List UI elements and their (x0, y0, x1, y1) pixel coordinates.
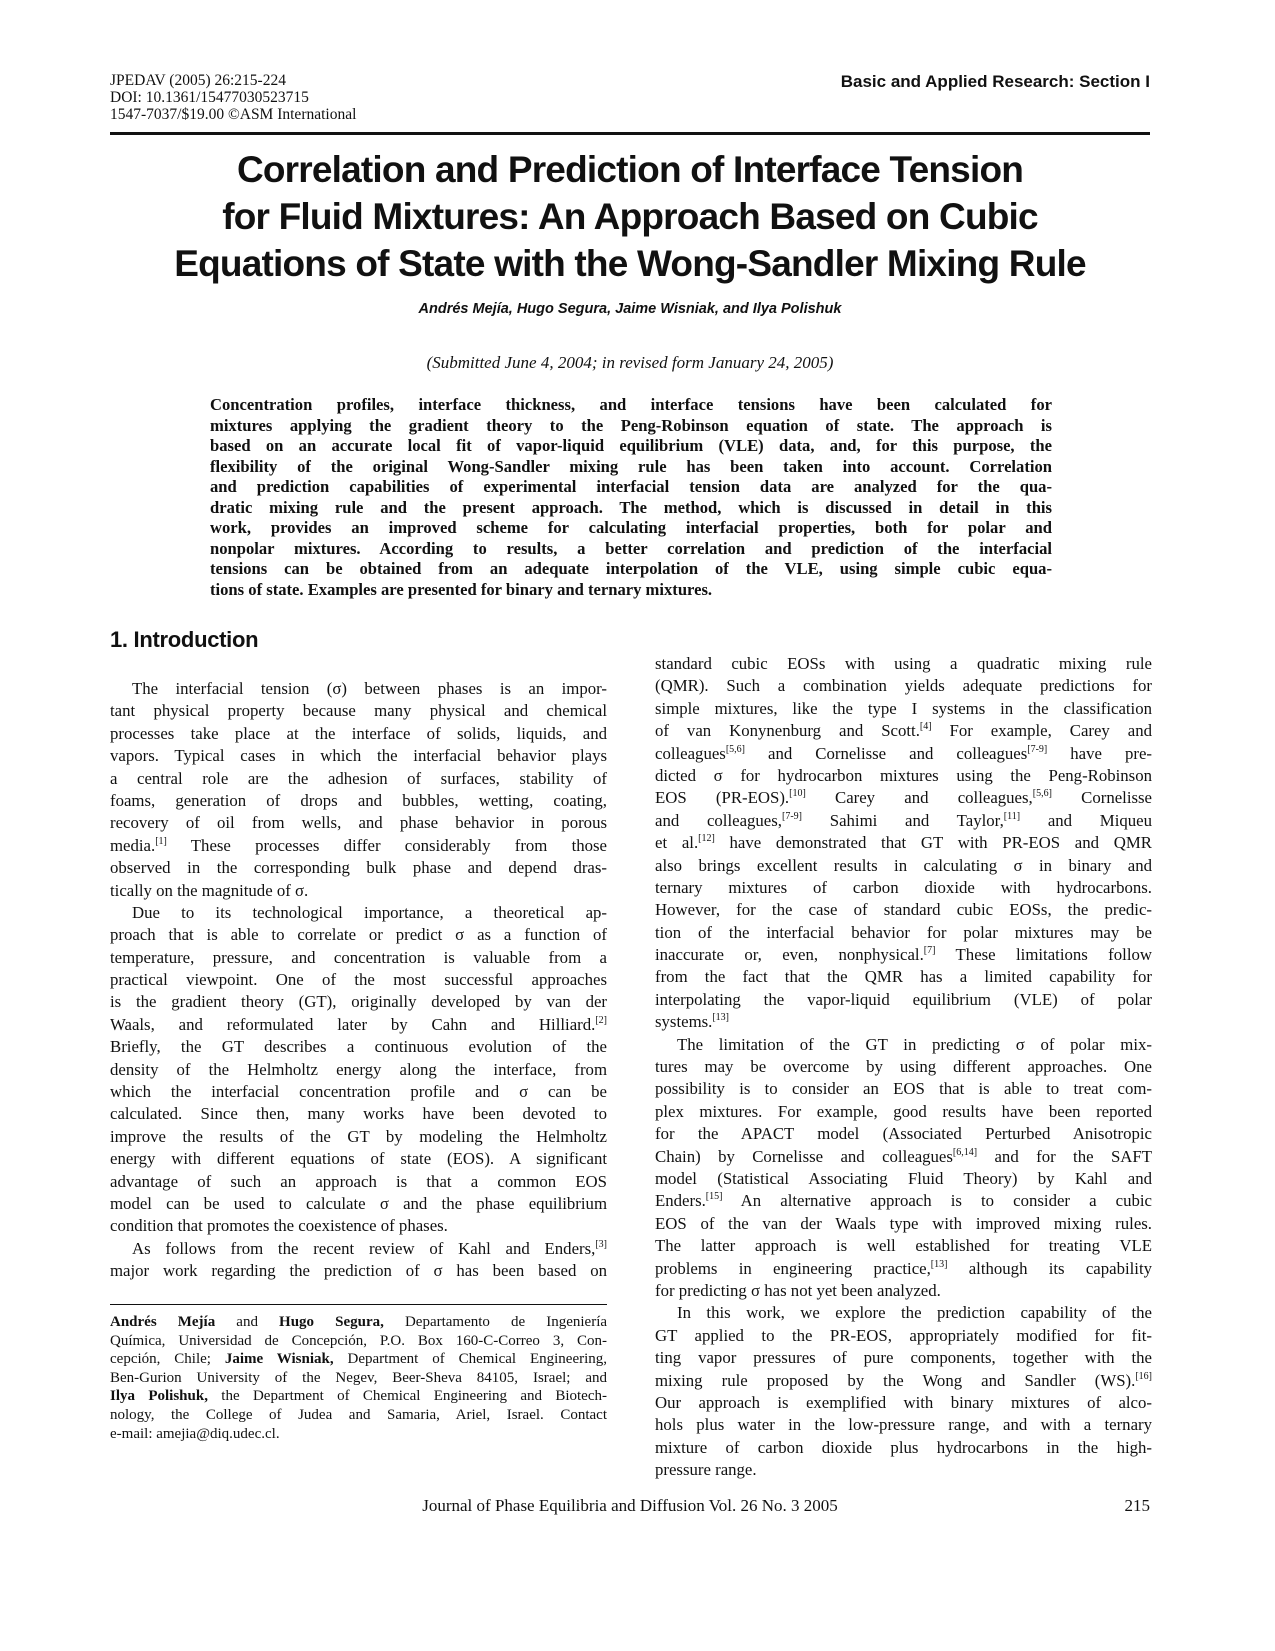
citation-ref: [5,6] (1032, 788, 1052, 800)
text-fragment: have demonstrated that GT with PR-EOS and QMR (729, 833, 1152, 853)
text-fragment: These processes differ considerably from those (190, 835, 607, 855)
abstract (210, 395, 1052, 600)
author-name: Hugo Segura, (279, 1314, 384, 1330)
text-fragment: of van Konynenburg and Scott. (655, 721, 920, 741)
journal-name: Journal of Phase Equilibria and Diffusion Vol. 26 No. 3 2005 (422, 1496, 838, 1515)
text-line: calculated. Since then, many works have been devoted to (110, 1104, 607, 1124)
text-fragment: Departamento de Ingeniería (404, 1314, 608, 1330)
text-fragment: As follows from the recent review of Kahl and Enders, (132, 1238, 596, 1258)
text-line: for predicting σ has not yet been analyzed. (655, 1280, 941, 1300)
text-fragment: For example, Carey and (949, 721, 1152, 741)
header-rule (110, 132, 1150, 135)
paragraph (655, 1034, 1152, 1303)
abstract-line: mixtures applying the gradient theory to the Peng-Robinson equation of state. The approach is (210, 415, 1052, 435)
text-line: Our approach is exemplified with binary mixtures of alco- (655, 1392, 1152, 1412)
right-column (655, 653, 1152, 1481)
text-line (655, 1370, 1152, 1392)
citation-ref: [5,6] (725, 743, 745, 755)
text-line: Briefly, the GT describes a continuous evolution of the (110, 1037, 607, 1057)
citation-ref: [7-9] (781, 810, 802, 822)
text-line: However, for the case of standard cubic EOSs, the predic- (655, 900, 1152, 920)
authors: Andrés Mejía, Hugo Segura, Jaime Wisniak, and Ilya Polishuk (418, 301, 842, 317)
text-line: hols plus water in the low-pressure range, and with a ternary (655, 1415, 1152, 1435)
text-fragment: Cornelisse (1081, 788, 1152, 808)
text-fragment: cepción, Chile; (110, 1351, 211, 1368)
citation-ref: [15] (705, 1191, 723, 1203)
text-line: pressure range. (655, 1460, 757, 1480)
left-column (110, 678, 607, 1283)
abstract-line: flexibility of the original Wong-Sandler mixing rule has been taken into account. Correlation (210, 456, 1052, 476)
text-fragment: problems in engineering practice, (655, 1258, 931, 1278)
text-line: improve the results of the GT by modeling the Helmholtz (110, 1126, 607, 1146)
author-name: Jaime Wisniak, (224, 1351, 334, 1368)
text-line: dicted σ for hydrocarbon mixtures using the Peng-Robinson (655, 765, 1152, 785)
text-line: The interfacial tension (σ) between phases is an impor- (132, 679, 607, 698)
abstract-line: work, provides an improved scheme for calculating interfacial properties, both for polar and (210, 518, 1052, 537)
text-line: interpolating the vapor-liquid equilibrium (VLE) of polar (655, 989, 1152, 1009)
text-line: advantage of such an approach is that a common EOS (110, 1171, 607, 1191)
text-fragment: Waals, and reformulated later by Cahn and Hilliard. (110, 1014, 596, 1034)
text-fragment: have pre- (1070, 743, 1152, 763)
author-name: Andrés Mejía (110, 1314, 216, 1330)
abstract-line: dratic mixing rule and the present approach. The method, which is discussed in detail in this (210, 497, 1052, 517)
citation-ref: [12] (698, 833, 715, 845)
text-line: possibility is to consider an EOS that is able to treat com- (655, 1079, 1152, 1099)
section-heading: 1. Introduction (110, 627, 259, 652)
citation-ref: [1] (155, 835, 167, 847)
text-line: (QMR). Such a combination yields adequate predictions for (655, 676, 1152, 696)
text-line (655, 810, 1152, 832)
text-fragment: An alternative approach is to consider a cubic (740, 1191, 1152, 1211)
text-line: The latter approach is well established for treating VLE (655, 1236, 1152, 1256)
text-fragment: Chain) by Cornelisse and colleagues (655, 1146, 953, 1166)
text-fragment: systems. (655, 1012, 713, 1032)
text-fragment: and for the SAFT (994, 1146, 1152, 1166)
text-line: simple mixtures, like the type I systems in the classification (655, 698, 1152, 718)
paragraph (110, 902, 607, 1238)
citation-block (110, 72, 356, 123)
text-fragment: et al. (655, 833, 699, 853)
doi: DOI: 10.1361/15477030523715 (110, 89, 309, 106)
text-line: from the fact that the QMR has a limited capability for (655, 967, 1152, 987)
title-line: Correlation and Prediction of Interface Tension (236, 149, 1024, 190)
section-label: Basic and Applied Research: Section I (840, 72, 1150, 91)
text-line: tant physical property because many physical and chemical (110, 701, 607, 721)
text-fragment: and Cornelisse and colleagues (768, 743, 1028, 763)
submission-dates: (Submitted June 4, 2004; in revised form January 24, 2005) (426, 353, 834, 372)
text-line: The limitation of the GT in predicting σ of polar mix- (677, 1034, 1152, 1054)
citation-ref: [6,14] (952, 1146, 978, 1158)
citation-ref: [4] (919, 721, 932, 733)
text-line: model can be used to calculate σ and the phase equilibrium (110, 1193, 607, 1213)
citation-ref: [13] (930, 1258, 948, 1270)
issn: 1547-7037/$19.00 ©ASM International (110, 106, 357, 123)
text-fragment: inaccurate or, even, nonphysical. (655, 945, 924, 965)
page-number: 215 (1124, 1496, 1150, 1515)
text-fragment: These limitations follow (955, 945, 1152, 965)
text-fragment: Sahimi and Taylor, (829, 810, 1004, 830)
paragraph (655, 1302, 1152, 1481)
author-affiliations (110, 1313, 607, 1443)
citation: JPEDAV (2005) 26:215-224 (110, 72, 286, 89)
text-line (110, 1350, 607, 1369)
citation-ref: [16] (1135, 1370, 1152, 1382)
text-line: Química, Universidad de Concepción, P.O. Box 160-C-Correo 3, Con- (110, 1332, 607, 1349)
text-fragment: and Miqueu (1047, 810, 1152, 830)
text-line (655, 1146, 1152, 1168)
paragraph (110, 678, 607, 902)
text-line: foams, generation of drops and bubbles, wetting, coating, (110, 790, 607, 810)
text-line: nology, the College of Judea and Samaria, Ariel, Israel. Contact (110, 1406, 607, 1423)
article-title (110, 146, 1150, 287)
text-line (655, 832, 1152, 854)
citation-ref: [11] (1003, 810, 1021, 822)
author-name: Ilya Polishuk, (110, 1388, 208, 1405)
abstract-line: based on an accurate local fit of vapor-liquid equilibrium (VLE) data, and, for this purpose, the (210, 436, 1052, 455)
abstract-line: Concentration profiles, interface thickness, and interface tensions have been calculated for (210, 395, 1052, 414)
text-fragment: EOS (PR-EOS). (655, 788, 790, 808)
text-fragment: mixing rule proposed by the Wong and Sandler (WS). (655, 1370, 1136, 1390)
citation-ref: [3] (595, 1238, 607, 1250)
text-line: practical viewpoint. One of the most successful approaches (110, 970, 607, 990)
text-line: EOS of the van der Waals type with improved mixing rules. (655, 1213, 1152, 1233)
text-fragment: Enders. (655, 1191, 706, 1211)
abstract-line: nonpolar mixtures. According to results, a better correlation and prediction of the interfacial (210, 538, 1052, 558)
text-line: for the APACT model (Associated Perturbed Anisotropic (655, 1124, 1152, 1144)
paragraph (655, 653, 1152, 1034)
text-line: ting vapor pressures of pure components, together with the (655, 1348, 1152, 1368)
text-line: ternary mixtures of carbon dioxide with hydrocarbons. (655, 877, 1152, 897)
text-line: condition that promotes the coexistence of phases. (110, 1216, 448, 1236)
text-line: is the gradient theory (GT), originally developed by van der (110, 992, 607, 1012)
citation-ref: [7-9] (1027, 743, 1048, 755)
text-line: observed in the corresponding bulk phase and depend dras- (110, 858, 607, 878)
text-line (655, 1258, 1152, 1280)
text-line: plex mixtures. For example, good results have been reported (655, 1101, 1152, 1121)
title-line: Equations of State with the Wong-Sandler Mixing Rule (174, 243, 1086, 284)
abstract-line: tions of state. Examples are presented for binary and ternary mixtures. (210, 579, 713, 599)
text-line: proach that is able to correlate or predict σ as a function of (110, 925, 607, 945)
text-line: recovery of oil from wells, and phase behavior in porous (110, 813, 607, 833)
paragraph (110, 1238, 607, 1283)
text-line: standard cubic EOSs with using a quadratic mixing rule (655, 654, 1152, 673)
text-fragment: although its capability (968, 1258, 1152, 1278)
text-fragment: and colleagues, (655, 810, 782, 830)
text-line (110, 1313, 607, 1332)
text-line: model (Statistical Associating Fluid Theory) by Kahl and (655, 1168, 1152, 1188)
text-fragment: Department of Chemical Engineering, (347, 1351, 608, 1368)
text-fragment: the Department of Chemical Engineering and Biotech- (221, 1388, 607, 1405)
title-line: for Fluid Mixtures: An Approach Based on Cubic (222, 196, 1038, 237)
text-line: energy with different equations of state (EOS). A significant (110, 1149, 607, 1169)
text-line (110, 1014, 607, 1036)
text-line: Ben-Gurion University of the Negev, Beer-Sheva 84105, Israel; and (110, 1369, 607, 1386)
text-line: tures may be overcome by using different approaches. One (655, 1057, 1152, 1077)
text-line: In this work, we explore the prediction capability of the (677, 1303, 1152, 1323)
text-line: tion of the interfacial behavior for polar mixtures may be (655, 922, 1152, 942)
text-line: mixture of carbon dioxide plus hydrocarbons in the high- (655, 1437, 1152, 1457)
text-fragment: and (236, 1314, 258, 1330)
text-line: tically on the magnitude of σ. (110, 880, 309, 900)
text-line (655, 787, 1152, 809)
text-line: also brings excellent results in calculating σ in binary and (655, 855, 1152, 875)
text-line (110, 835, 607, 857)
text-line: density of the Helmholtz energy along the interface, from (110, 1059, 607, 1079)
text-line: GT applied to the PR-EOS, appropriately modified for fit- (655, 1325, 1152, 1345)
abstract-line: and prediction capabilities of experimental interfacial tension data are analyzed for the qua- (210, 477, 1052, 496)
text-line: a central role are the adhesion of surfaces, stability of (110, 768, 607, 788)
text-line (110, 1387, 607, 1406)
text-line (655, 1011, 1152, 1033)
text-line: vapors. Typical cases in which the interfacial behavior plays (110, 746, 607, 766)
text-line: e-mail: amejia@diq.udec.cl. (110, 1425, 280, 1442)
text-fragment: Carey and colleagues, (835, 788, 1033, 808)
text-fragment: colleagues (655, 743, 726, 763)
text-line (655, 1190, 1152, 1212)
text-line (110, 1238, 607, 1260)
abstract-line: tensions can be obtained from an adequate interpolation of the VLE, using simple cubic equa- (210, 559, 1052, 578)
citation-ref: [10] (789, 788, 806, 800)
footnote-rule (110, 1304, 607, 1305)
text-line (655, 944, 1152, 966)
text-line (655, 720, 1152, 742)
text-line (655, 743, 1152, 765)
citation-ref: [13] (712, 1012, 730, 1024)
text-line: temperature, pressure, and concentration is valuable from a (110, 947, 607, 967)
text-fragment: media. (110, 835, 156, 855)
text-line: Due to its technological importance, a theoretical ap- (132, 902, 607, 922)
text-line: which the interfacial concentration profile and σ can be (110, 1082, 607, 1102)
text-line: major work regarding the prediction of σ has been based on (110, 1261, 607, 1281)
citation-ref: [7] (923, 945, 936, 957)
citation-ref: [2] (595, 1014, 607, 1026)
text-line: processes take place at the interface of solids, liquids, and (110, 723, 607, 743)
